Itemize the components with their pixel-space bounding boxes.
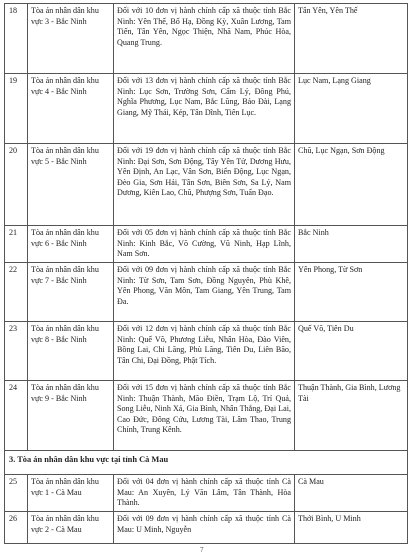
area-name: Thuận Thành, Gia Bình, Lương Tài [295,381,408,451]
court-name: Tòa án nhân dân khu vực 4 - Bắc Ninh [28,74,114,144]
court-name: Tòa án nhân dân khu vực 7 - Bắc Ninh [28,263,114,322]
area-name: Chũ, Lục Ngạn, Sơn Động [295,144,408,226]
area-name: Lục Nam, Lạng Giang [295,74,408,144]
area-name: Cà Mau [295,475,408,512]
area-name: Yên Phong, Từ Sơn [295,263,408,322]
area-name: Bắc Ninh [295,226,408,263]
table-row [5,74,408,144]
jurisdiction-desc: Đối với 12 đơn vị hành chính cấp xã thuộc tỉnh Bắc Ninh: Quế Võ, Phương Liễu, Nhân Hòa, Đào Viên, Bồng Lai, Chi Lăng, Phù Lãng, Tiên Du, Liên Bão, Tân Chi, Đại Đồng, Phật Tích. [114,322,295,381]
court-table [4,3,408,544]
jurisdiction-desc: Đối với 04 đơn vị hành chính cấp xã thuộc tỉnh Cà Mau: An Xuyên, Lý Văn Lâm, Tân Thành, Hòa Thành. [114,475,295,512]
row-number: 26 [5,512,28,544]
section-heading: 3. Tòa án nhân dân khu vực tại tỉnh Cà Mau [5,451,408,475]
table-row [5,512,408,544]
jurisdiction-desc: Đối với 15 đơn vị hành chính cấp xã thuộc tỉnh Bắc Ninh: Thuận Thành, Mão Điền, Trạm Lộ, Trí Quả, Song Liễu, Ninh Xá, Gia Bình, Nhân Thắng, Đại Lai, Cao Đức, Đông Cứu, Lương Tài, Lâm Thao, Trung Chính, Trung Kênh. [114,381,295,451]
table-row [5,263,408,322]
court-name: Tòa án nhân dân khu vực 1 - Cà Mau [28,475,114,512]
table-row [5,226,408,263]
table-row [5,381,408,451]
page-number: 7 [200,546,204,554]
court-name: Tòa án nhân dân khu vực 2 - Cà Mau [28,512,114,544]
jurisdiction-desc: Đối với 13 đơn vị hành chính cấp xã thuộc tỉnh Bắc Ninh: Lục Sơn, Trường Sơn, Cẩm Lý, Đông Phú, Nghĩa Phương, Lục Nam, Bắc Lũng, Bảo Đài, Lạng Giang, Mỹ Thái, Kép, Tân Dĩnh, Tiên Lục. [114,74,295,144]
table-row [5,322,408,381]
jurisdiction-desc: Đối với 19 đơn vị hành chính cấp xã thuộc tỉnh Bắc Ninh: Đại Sơn, Sơn Động, Tây Yên Tử, Dương Hưu, Yên Định, An Lạc, Vân Sơn, Biển Động, Lục Ngạn, Đèo Gia, Sơn Hải, Tân Sơn, Biên Sơn, Sa Lý, Nam Dương, Kiên Lao, Chũ, Phượng Sơn, Tuấn Đạo. [114,144,295,226]
court-name: Tòa án nhân dân khu vực 5 - Bắc Ninh [28,144,114,226]
row-number: 25 [5,475,28,512]
table-row [5,475,408,512]
area-name: Tân Yên, Yên Thế [295,4,408,74]
jurisdiction-desc: Đối với 10 đơn vị hành chính cấp xã thuộc tỉnh Bắc Ninh: Yên Thế, Bố Hạ, Đồng Kỳ, Xuân Lương, Tam Tiến, Tân Yên, Ngọc Thiện, Nhã Nam, Phúc Hòa, Quang Trung. [114,4,295,74]
court-name: Tòa án nhân dân khu vực 3 - Bắc Ninh [28,4,114,74]
jurisdiction-desc: Đối với 09 đơn vị hành chính cấp xã thuộc tỉnh Cà Mau: U Minh, Nguyễn [114,512,295,544]
table-row [5,144,408,226]
court-name: Tòa án nhân dân khu vực 9 - Bắc Ninh [28,381,114,451]
area-name: Quế Võ, Tiên Du [295,322,408,381]
court-name: Tòa án nhân dân khu vực 6 - Bắc Ninh [28,226,114,263]
row-number: 23 [5,322,28,381]
jurisdiction-desc: Đối với 05 đơn vị hành chính cấp xã thuộc tỉnh Bắc Ninh: Kinh Bắc, Võ Cường, Vũ Ninh, Hạp Lĩnh, Nam Sơn. [114,226,295,263]
court-name: Tòa án nhân dân khu vực 8 - Bắc Ninh [28,322,114,381]
row-number: 21 [5,226,28,263]
row-number: 24 [5,381,28,451]
table-row [5,4,408,74]
row-number: 19 [5,74,28,144]
row-number: 22 [5,263,28,322]
jurisdiction-desc: Đối với 09 đơn vị hành chính cấp xã thuộc tỉnh Bắc Ninh: Từ Sơn, Tam Sơn, Đồng Nguyên, Phù Khê, Yên Phong, Văn Môn, Tam Giang, Yên Trung, Tam Đa. [114,263,295,322]
row-number: 20 [5,144,28,226]
section-row [5,451,408,475]
row-number: 18 [5,4,28,74]
area-name: Thới Bình, U Minh [295,512,408,544]
